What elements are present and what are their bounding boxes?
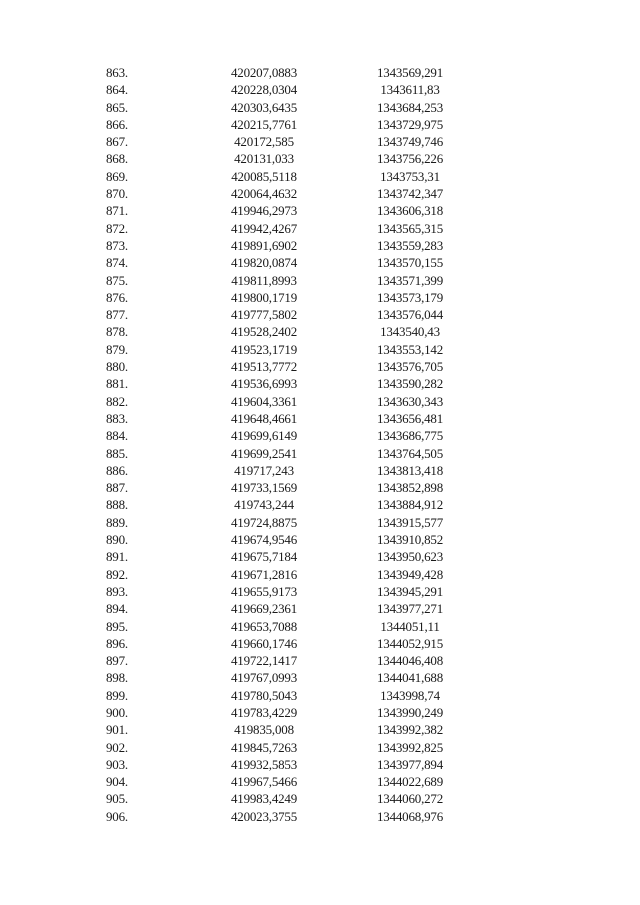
y-coordinate: 1343949,428 xyxy=(376,566,444,582)
table-row xyxy=(0,81,640,98)
point-number: 868. xyxy=(106,151,128,167)
x-coordinate: 420172,585 xyxy=(234,134,294,150)
x-coordinate: 419800,1719 xyxy=(230,289,298,305)
x-coordinate: 420131,033 xyxy=(234,151,294,167)
y-coordinate: 1343992,825 xyxy=(376,739,444,755)
x-coordinate: 419660,1746 xyxy=(230,635,298,651)
y-coordinate: 1343571,399 xyxy=(376,272,444,288)
y-coordinate: 1343915,577 xyxy=(376,514,444,530)
point-number: 890. xyxy=(106,532,128,548)
point-number: 863. xyxy=(106,65,128,80)
x-coordinate: 420228,0304 xyxy=(230,82,298,98)
y-coordinate: 1343570,155 xyxy=(376,255,444,271)
table-row xyxy=(0,254,640,271)
coordinate-table xyxy=(0,64,640,825)
table-row xyxy=(0,272,640,289)
table-row xyxy=(0,202,640,219)
point-number: 895. xyxy=(106,618,128,634)
x-coordinate: 419675,7184 xyxy=(230,549,298,565)
y-coordinate: 1343998,74 xyxy=(380,687,440,703)
x-coordinate: 419942,4267 xyxy=(230,220,298,236)
table-row xyxy=(0,323,640,340)
table-row xyxy=(0,548,640,565)
y-coordinate: 1343569,291 xyxy=(376,65,444,80)
y-coordinate: 1343749,746 xyxy=(376,134,444,150)
point-number: 900. xyxy=(106,704,128,720)
point-number: 875. xyxy=(106,272,128,288)
x-coordinate: 419891,6902 xyxy=(230,237,298,253)
y-coordinate: 1343553,142 xyxy=(376,341,444,357)
table-row xyxy=(0,566,640,583)
x-coordinate: 419523,1719 xyxy=(230,341,298,357)
y-coordinate: 1343611,83 xyxy=(380,82,440,98)
table-row xyxy=(0,756,640,773)
y-coordinate: 1343813,418 xyxy=(376,462,444,478)
table-row xyxy=(0,687,640,704)
y-coordinate: 1343852,898 xyxy=(376,480,444,496)
y-coordinate: 1343576,044 xyxy=(376,307,444,323)
x-coordinate: 419724,8875 xyxy=(230,514,298,530)
y-coordinate: 1343990,249 xyxy=(376,704,444,720)
x-coordinate: 419743,244 xyxy=(234,497,294,513)
x-coordinate: 419669,2361 xyxy=(230,601,298,617)
y-coordinate: 1343656,481 xyxy=(376,410,444,426)
table-row xyxy=(0,133,640,150)
point-number: 872. xyxy=(106,220,128,236)
point-number: 902. xyxy=(106,739,128,755)
y-coordinate: 1344041,688 xyxy=(376,670,444,686)
x-coordinate: 420023,3755 xyxy=(230,808,298,824)
table-row xyxy=(0,64,640,81)
point-number: 877. xyxy=(106,307,128,323)
x-coordinate: 420064,4632 xyxy=(230,186,298,202)
table-row xyxy=(0,514,640,531)
x-coordinate: 419674,9546 xyxy=(230,532,298,548)
table-row xyxy=(0,669,640,686)
y-coordinate: 1343753,31 xyxy=(380,168,440,184)
point-number: 865. xyxy=(106,99,128,115)
point-number: 891. xyxy=(106,549,128,565)
table-row xyxy=(0,237,640,254)
y-coordinate: 1343630,343 xyxy=(376,393,444,409)
x-coordinate: 419777,5802 xyxy=(230,307,298,323)
x-coordinate: 419820,0874 xyxy=(230,255,298,271)
y-coordinate: 1343540,43 xyxy=(380,324,440,340)
y-coordinate: 1343684,253 xyxy=(376,99,444,115)
x-coordinate: 420303,6435 xyxy=(230,99,298,115)
table-row xyxy=(0,583,640,600)
y-coordinate: 1343576,705 xyxy=(376,359,444,375)
y-coordinate: 1343992,382 xyxy=(376,722,444,738)
point-number: 883. xyxy=(106,410,128,426)
table-row xyxy=(0,773,640,790)
x-coordinate: 419767,0993 xyxy=(230,670,298,686)
y-coordinate: 1344046,408 xyxy=(376,653,444,669)
point-number: 894. xyxy=(106,601,128,617)
point-number: 898. xyxy=(106,670,128,686)
point-number: 904. xyxy=(106,774,128,790)
y-coordinate: 1344022,689 xyxy=(376,774,444,790)
table-row xyxy=(0,220,640,237)
y-coordinate: 1343573,179 xyxy=(376,289,444,305)
y-coordinate: 1343565,315 xyxy=(376,220,444,236)
point-number: 884. xyxy=(106,428,128,444)
point-number: 871. xyxy=(106,203,128,219)
point-number: 899. xyxy=(106,687,128,703)
table-row xyxy=(0,462,640,479)
x-coordinate: 420085,5118 xyxy=(231,168,297,184)
x-coordinate: 419648,4661 xyxy=(230,410,298,426)
x-coordinate: 419967,5466 xyxy=(230,774,298,790)
point-number: 880. xyxy=(106,359,128,375)
y-coordinate: 1343729,975 xyxy=(376,116,444,132)
y-coordinate: 1343742,347 xyxy=(376,186,444,202)
table-row xyxy=(0,635,640,652)
point-number: 901. xyxy=(106,722,128,738)
table-row xyxy=(0,341,640,358)
table-row xyxy=(0,479,640,496)
table-row xyxy=(0,808,640,825)
table-row xyxy=(0,739,640,756)
x-coordinate: 419513,7772 xyxy=(230,359,298,375)
table-row xyxy=(0,358,640,375)
point-number: 867. xyxy=(106,134,128,150)
point-number: 878. xyxy=(106,324,128,340)
x-coordinate: 419699,6149 xyxy=(230,428,298,444)
x-coordinate: 420215,7761 xyxy=(230,116,298,132)
x-coordinate: 419835,008 xyxy=(234,722,294,738)
x-coordinate: 419811,8993 xyxy=(231,272,297,288)
table-row xyxy=(0,790,640,807)
x-coordinate: 419783,4229 xyxy=(230,704,298,720)
point-number: 882. xyxy=(106,393,128,409)
point-number: 892. xyxy=(106,566,128,582)
table-row xyxy=(0,531,640,548)
y-coordinate: 1343606,318 xyxy=(376,203,444,219)
table-row xyxy=(0,704,640,721)
y-coordinate: 1344051,11 xyxy=(380,618,440,634)
y-coordinate: 1343559,283 xyxy=(376,237,444,253)
y-coordinate: 1344052,915 xyxy=(376,635,444,651)
x-coordinate: 419946,2973 xyxy=(230,203,298,219)
y-coordinate: 1343910,852 xyxy=(376,532,444,548)
point-number: 864. xyxy=(106,82,128,98)
y-coordinate: 1344068,976 xyxy=(376,808,444,824)
table-row xyxy=(0,496,640,513)
point-number: 888. xyxy=(106,497,128,513)
point-number: 873. xyxy=(106,237,128,253)
y-coordinate: 1343977,271 xyxy=(376,601,444,617)
point-number: 876. xyxy=(106,289,128,305)
x-coordinate: 420207,0883 xyxy=(230,65,298,80)
table-row xyxy=(0,168,640,185)
table-row xyxy=(0,99,640,116)
y-coordinate: 1343756,226 xyxy=(376,151,444,167)
point-number: 889. xyxy=(106,514,128,530)
x-coordinate: 419536,6993 xyxy=(230,376,298,392)
point-number: 896. xyxy=(106,635,128,651)
point-number: 905. xyxy=(106,791,128,807)
x-coordinate: 419983,4249 xyxy=(230,791,298,807)
table-row xyxy=(0,445,640,462)
x-coordinate: 419655,9173 xyxy=(230,583,298,599)
x-coordinate: 419780,5043 xyxy=(230,687,298,703)
y-coordinate: 1343686,775 xyxy=(376,428,444,444)
x-coordinate: 419604,3361 xyxy=(230,393,298,409)
point-number: 897. xyxy=(106,653,128,669)
y-coordinate: 1343977,894 xyxy=(376,756,444,772)
x-coordinate: 419722,1417 xyxy=(230,653,298,669)
point-number: 869. xyxy=(106,168,128,184)
x-coordinate: 419671,2816 xyxy=(230,566,298,582)
point-number: 906. xyxy=(106,808,128,824)
point-number: 870. xyxy=(106,186,128,202)
table-row xyxy=(0,393,640,410)
table-row xyxy=(0,427,640,444)
table-row xyxy=(0,150,640,167)
table-row xyxy=(0,375,640,392)
x-coordinate: 419699,2541 xyxy=(230,445,298,461)
table-row xyxy=(0,721,640,738)
x-coordinate: 419528,2402 xyxy=(230,324,298,340)
x-coordinate: 419845,7263 xyxy=(230,739,298,755)
point-number: 903. xyxy=(106,756,128,772)
y-coordinate: 1344060,272 xyxy=(376,791,444,807)
table-row xyxy=(0,306,640,323)
y-coordinate: 1343590,282 xyxy=(376,376,444,392)
x-coordinate: 419653,7088 xyxy=(230,618,298,634)
point-number: 886. xyxy=(106,462,128,478)
table-row xyxy=(0,618,640,635)
x-coordinate: 419733,1569 xyxy=(230,480,298,496)
point-number: 887. xyxy=(106,480,128,496)
point-number: 881. xyxy=(106,376,128,392)
point-number: 885. xyxy=(106,445,128,461)
table-row xyxy=(0,652,640,669)
point-number: 879. xyxy=(106,341,128,357)
x-coordinate: 419717,243 xyxy=(234,462,294,478)
y-coordinate: 1343884,912 xyxy=(376,497,444,513)
x-coordinate: 419932,5853 xyxy=(230,756,298,772)
point-number: 866. xyxy=(106,116,128,132)
table-row xyxy=(0,600,640,617)
y-coordinate: 1343764,505 xyxy=(376,445,444,461)
point-number: 874. xyxy=(106,255,128,271)
table-row xyxy=(0,410,640,427)
y-coordinate: 1343950,623 xyxy=(376,549,444,565)
table-row xyxy=(0,289,640,306)
point-number: 893. xyxy=(106,583,128,599)
y-coordinate: 1343945,291 xyxy=(376,583,444,599)
table-row xyxy=(0,185,640,202)
table-row xyxy=(0,116,640,133)
